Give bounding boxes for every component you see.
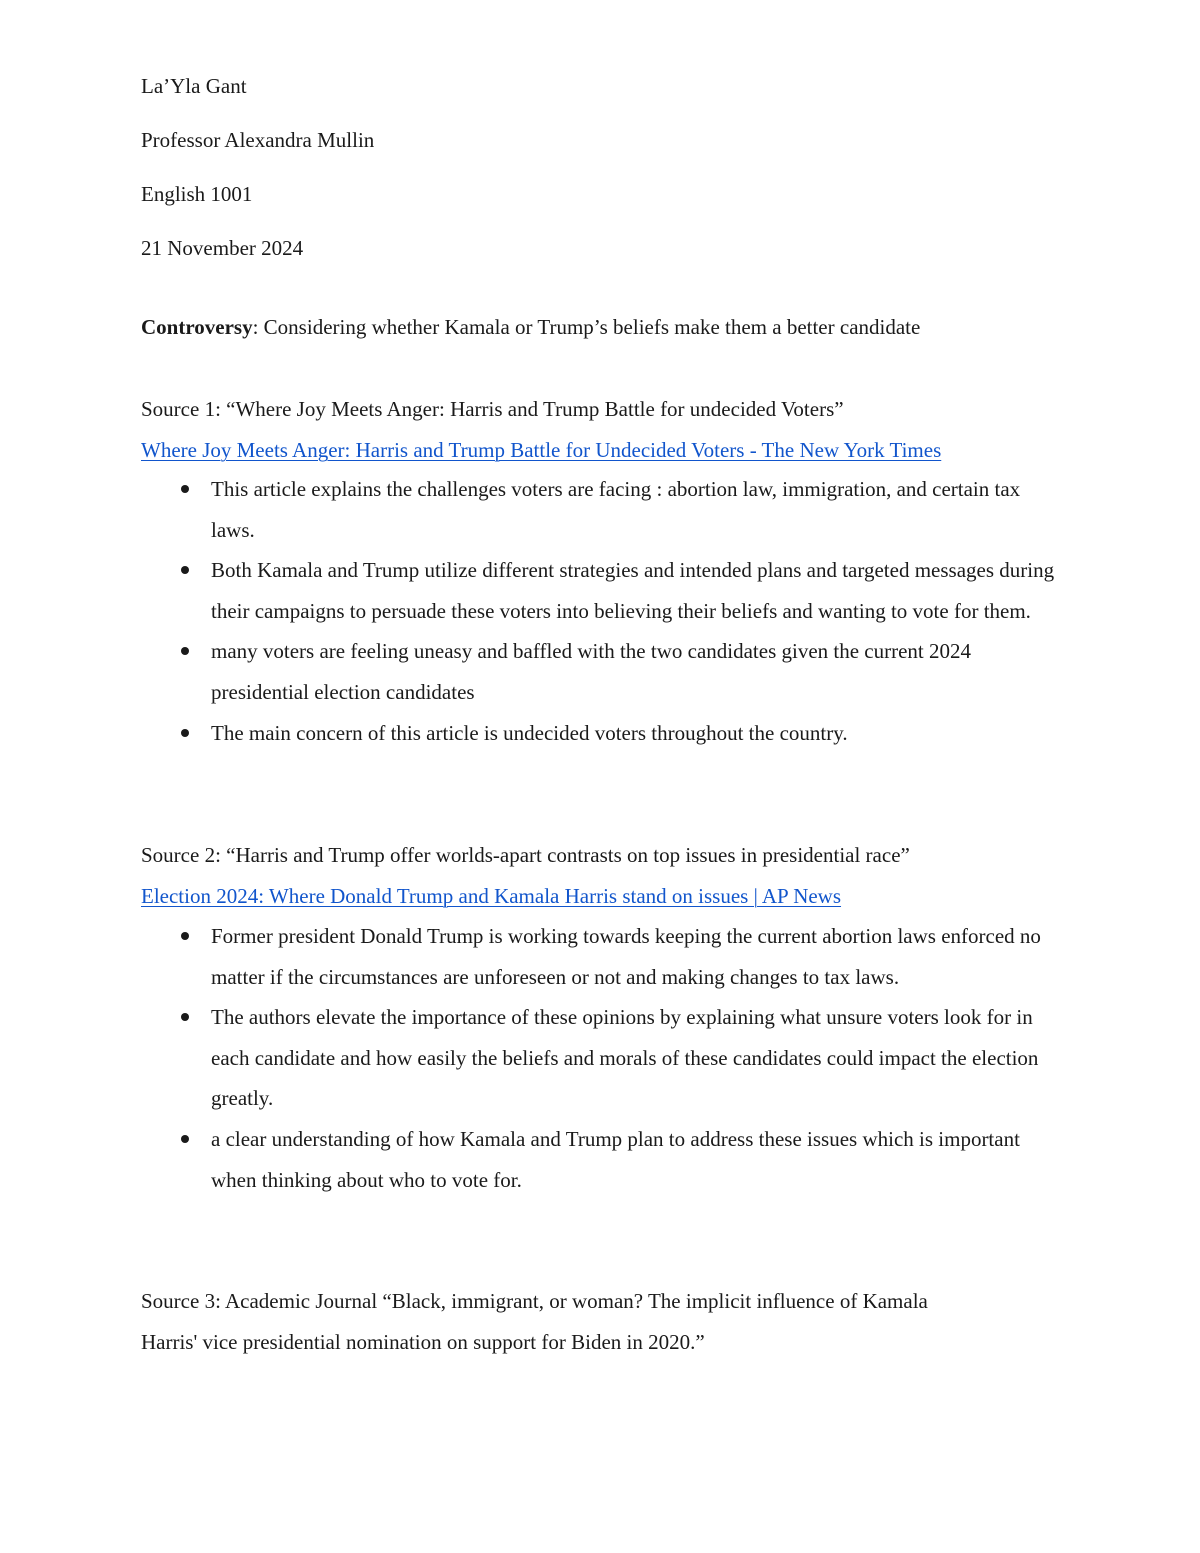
list-item: a clear understanding of how Kamala and Trump plan to address these issues which is important when thinking about who to vote for. [141,1119,1061,1200]
bullet-icon [181,1013,189,1021]
controversy-label: Controversy [141,315,253,339]
list-item: Former president Donald Trump is working towards keeping the current abortion laws enforced no matter if the circumstances are unforeseen or not and making changes to tax laws. [141,916,1061,997]
bullet-icon [181,932,189,940]
source-2-link[interactable]: Election 2024: Where Donald Trump and Kamala Harris stand on issues | AP News [141,884,842,908]
bullet-icon [181,1135,189,1143]
student-name: La’Yla Gant [141,74,247,98]
controversy-line [141,314,920,340]
bullet-icon [181,485,189,493]
source-1-link[interactable]: Where Joy Meets Anger: Harris and Trump Battle for Undecided Voters - The New York Times [141,438,942,462]
source-3-title-line-1: Source 3: Academic Journal “Black, immigrant, or woman? The implicit influence of Kamala [141,1289,928,1313]
bullet-icon [181,647,189,655]
list-item: The authors elevate the importance of these opinions by explaining what unsure voters look for in each candidate and how easily the beliefs and morals of these candidates could impact the election greatly. [141,997,1061,1119]
course-name: English 1001 [141,182,253,206]
source-1-bullets [141,469,1061,753]
list-item: many voters are feeling uneasy and baffled with the two candidates given the current 2024 presidential election candidates [141,631,1061,712]
list-item: Both Kamala and Trump utilize different strategies and intended plans and targeted messages during their campaigns to persuade these voters into believing their beliefs and wanting to vote for them. [141,550,1061,631]
source-3-title-line-2: Harris' vice presidential nomination on support for Biden in 2020.” [141,1330,705,1354]
bullet-icon [181,566,189,574]
document-date: 21 November 2024 [141,236,304,260]
bullet-icon [181,729,189,737]
controversy-text: : Considering whether Kamala or Trump’s beliefs make them a better candidate [252,315,921,339]
list-item: This article explains the challenges voters are facing : abortion law, immigration, and certain tax laws. [141,469,1061,550]
professor-name: Professor Alexandra Mullin [141,128,375,152]
source-2-title: Source 2: “Harris and Trump offer worlds-apart contrasts on top issues in presidential race” [141,843,910,867]
source-2-bullets [141,916,1061,1200]
list-item: The main concern of this article is undecided voters throughout the country. [141,713,1061,754]
source-1-title: Source 1: “Where Joy Meets Anger: Harris and Trump Battle for undecided Voters” [141,397,844,421]
